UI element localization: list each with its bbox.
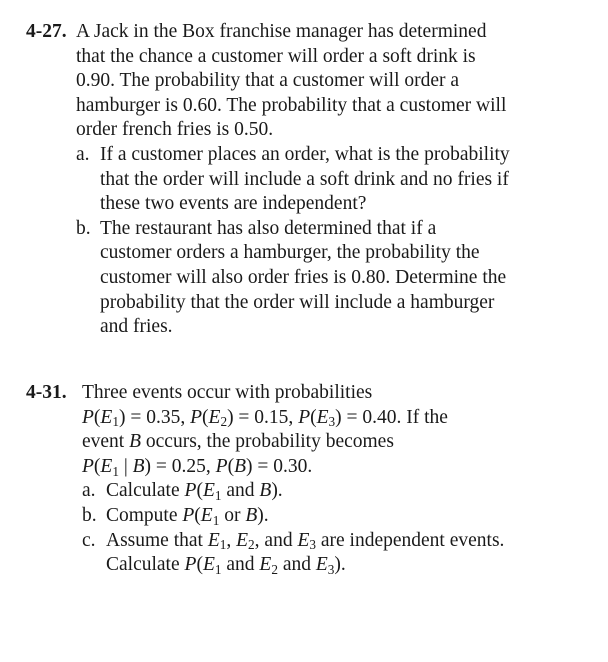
part-c-line: Calculate $P(E_1$ and $E_2$ and $E_3$). (106, 554, 346, 577)
problem-stem-line: that the chance a customer will order a soft drink is (76, 45, 476, 67)
probability-line: $P(E_1) = 0.35$, $P(E_2) = 0.15$, $P(E_3) = 0.40$. If the (82, 406, 448, 430)
part-b-line: The restaurant has also determined that if a (100, 217, 437, 239)
part-label-a: a. (76, 144, 90, 165)
part-b-line: probability that the order will include a hamburger (100, 291, 495, 313)
problem-stem-line: Three events occur with probabilities (82, 382, 373, 403)
problem-number: 4-31. (26, 382, 67, 403)
problem-stem-line: 0.90. The probability that a customer will order a (76, 70, 460, 92)
part-c-line: Assume that $E_1$, $E_2$, and $E_3$ are independent events. (106, 529, 505, 553)
part-a-line: If a customer places an order, what is the probability (100, 144, 510, 165)
problem-stem-line: event B occurs, the probability becomes (82, 431, 394, 453)
part-label-b: b. (76, 217, 91, 239)
part-label-c: c. (82, 529, 96, 551)
problem-number: 4-27. (26, 21, 67, 42)
problem-stem-line: A Jack in the Box franchise manager has determined (76, 21, 487, 42)
part-a-line: these two events are independent? (100, 193, 367, 215)
part-b-line: customer will also order fries is 0.80. Determine the (100, 267, 507, 288)
conditional-probability-line: $P(E_1$ | B) = 0.25, P(B) = 0.30. (82, 455, 313, 479)
part-b-line: and fries. (100, 316, 173, 338)
part-label-b: b. (82, 505, 97, 526)
part-a-line: that the order will include a soft drink and no fries if (100, 168, 509, 190)
part-a-line: Calculate $P(E_1$ and B). (106, 480, 283, 504)
part-b-line: customer orders a hamburger, the probability the (100, 242, 480, 264)
part-b-line: Compute $P(E_1$ or B). (106, 505, 269, 528)
problem-stem-line: hamburger is 0.60. The probability that a customer will (76, 94, 507, 116)
part-label-a: a. (82, 480, 96, 502)
problem-stem-line: order french fries is 0.50. (76, 119, 274, 141)
